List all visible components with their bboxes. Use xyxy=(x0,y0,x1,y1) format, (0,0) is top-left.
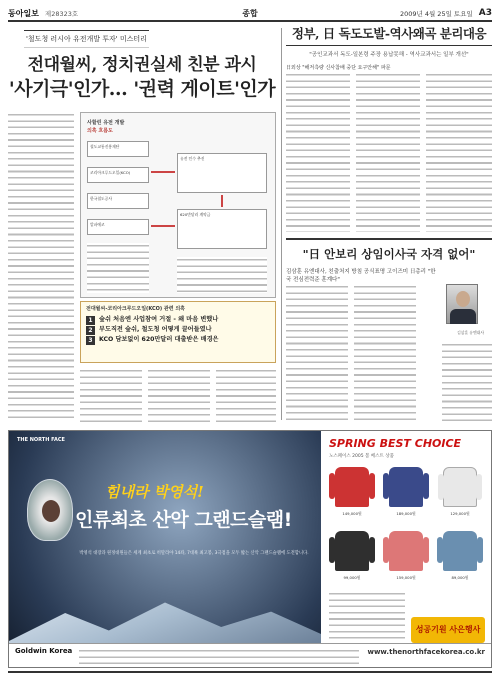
left-article-body-col1 xyxy=(8,112,74,422)
right-article-subhead: "공인교과서 독도-일본령 주장 용납못해 - 역사교과서는 일부 개선" xyxy=(309,52,469,58)
issue-date: 2009년 4월 25일 토요일 xyxy=(399,9,473,18)
flow-box: 한국철도공사 xyxy=(87,193,149,209)
key-point-text: KCO 담보없이 620만달러 대출받은 배경은 xyxy=(99,336,219,343)
portrait-caption: 김삼훈 유엔대사 xyxy=(457,330,484,335)
left-article-kicker: '철도청 러시아 유전개발 투자' 미스터리 xyxy=(24,30,149,48)
quote-article-headline: "日 안보리 상임이사국 자격 없어" xyxy=(286,238,492,262)
product-jacket[interactable] xyxy=(443,531,477,571)
flow-box: 코리아크루드오일(KCO) xyxy=(87,167,149,183)
section-name: 종합 xyxy=(242,8,258,18)
issue-number: 제28323호 xyxy=(44,9,79,18)
page-footer-rule xyxy=(8,671,492,687)
flow-box: 620만달러 계약금 xyxy=(177,209,267,249)
portrait-photo xyxy=(446,284,478,324)
product-jacket[interactable] xyxy=(443,467,477,507)
portrait-face xyxy=(456,291,470,307)
flow-box: 알파에코 xyxy=(87,219,149,235)
flow-arrow xyxy=(221,195,223,207)
event-badge[interactable]: 성공기원 사은행사 xyxy=(411,617,485,643)
key-point-text: 숲쉬 처음엔 사업참여 거절 - 왜 마음 변했나 xyxy=(99,316,219,323)
left-article-headline-2: '사기극'인가… '권력 게이트'인가 xyxy=(8,78,276,100)
advertisement[interactable] xyxy=(8,430,492,668)
right-article-body-col1 xyxy=(286,72,350,232)
left-article-body-col4 xyxy=(216,368,276,422)
ad-product-panel xyxy=(321,431,492,668)
ad-expedition-panel xyxy=(9,431,321,668)
key-point xyxy=(86,315,270,325)
product-price: 149,000원 xyxy=(342,511,362,516)
left-article-body-col3 xyxy=(148,368,210,422)
flow-arrow xyxy=(151,171,175,173)
right-article-body-col2 xyxy=(356,72,420,232)
key-point-text: 부도직전 숲쉬, 철도청 어떻게 끌어들였나 xyxy=(99,326,212,333)
flow-box: 철도교통진흥재단 xyxy=(87,141,149,157)
product-price: 99,000원 xyxy=(343,575,361,580)
ad-brand-signature: THE NORTH FACE xyxy=(17,437,65,443)
product-jacket[interactable] xyxy=(389,531,423,571)
quote-article-body-col3 xyxy=(442,342,492,422)
ad-footer-brand: Goldwin Korea xyxy=(15,647,73,655)
climber-portrait xyxy=(27,479,73,541)
newspaper-logo: 동아일보 xyxy=(8,7,39,18)
quote-article-subhead: 김삼훈 유엔대사, 친출처지 방침 공식표명 고이즈미 日총리 "한국 전심전력준 훈계다" xyxy=(286,269,436,283)
key-point-number: 3 xyxy=(86,336,95,345)
sale-subtitle: 노스페이스 2005 봄 베스트 상품 xyxy=(329,454,394,459)
masthead xyxy=(8,6,492,22)
flow-diagram-subtitle: 의혹 흐름도 xyxy=(87,128,113,134)
product-price: 89,000원 xyxy=(451,575,469,580)
product-price: 129,000원 xyxy=(450,511,470,516)
page-number: A3 xyxy=(478,8,492,18)
ad-slogan-1: 힘내라 박영석! xyxy=(105,483,204,501)
flow-diagram xyxy=(80,112,276,298)
flow-box: 유전 인수 추진 xyxy=(177,153,267,193)
flow-notes xyxy=(177,257,267,293)
ad-footer-url[interactable]: www.thenorthfacekorea.co.kr xyxy=(367,648,485,656)
product-notes xyxy=(329,591,405,641)
product-jacket[interactable] xyxy=(389,467,423,507)
right-article-body-col3 xyxy=(426,72,492,232)
ad-body-text: 박영석 대장과 원정대원들은 세계 최초로 히말라야 14좌, 7대륙 최고봉, 3극점을 모두 밟는 산악 그랜드슬램에 도전합니다. xyxy=(79,551,309,556)
quote-article-body-col2 xyxy=(354,284,416,422)
key-point xyxy=(86,335,270,345)
left-article-body-col2 xyxy=(80,368,142,422)
product-price: 159,000원 xyxy=(396,575,416,580)
portrait-suit xyxy=(450,309,476,324)
product-jacket[interactable] xyxy=(335,467,369,507)
flow-notes xyxy=(87,243,149,293)
ad-footer-store-list xyxy=(79,648,359,664)
flow-diagram-title: 사할린 유전 개발 xyxy=(87,120,125,126)
left-article xyxy=(8,26,276,424)
product-price: 189,000원 xyxy=(396,511,416,516)
ad-slogan-2: 인류최초 산악 그랜드슬램! xyxy=(75,509,292,531)
left-article-headline-1: 전대월씨, 정치권실세 친분 과시 xyxy=(27,55,257,75)
right-article-headline: 정부, 日 독도도발-역사왜곡 분리대응 xyxy=(286,26,492,46)
ad-footer xyxy=(9,643,492,667)
key-point-number: 1 xyxy=(86,316,95,325)
right-article-strip: 日외상 "해저측량 신사참배 중단 요구안해" 파문 xyxy=(286,65,391,71)
quote-article-body-col1 xyxy=(286,284,348,422)
key-points-title: 전대월씨-코리아크루드오일(KCO) 관련 의혹 xyxy=(86,306,185,312)
key-point-number: 2 xyxy=(86,326,95,335)
flow-arrow xyxy=(151,225,175,227)
quote-article xyxy=(286,238,492,335)
sale-title: SPRING BEST CHOICE xyxy=(329,437,462,450)
product-jacket[interactable] xyxy=(335,531,369,571)
key-points-box xyxy=(80,301,276,363)
key-point xyxy=(86,325,270,335)
column-divider xyxy=(281,28,282,420)
